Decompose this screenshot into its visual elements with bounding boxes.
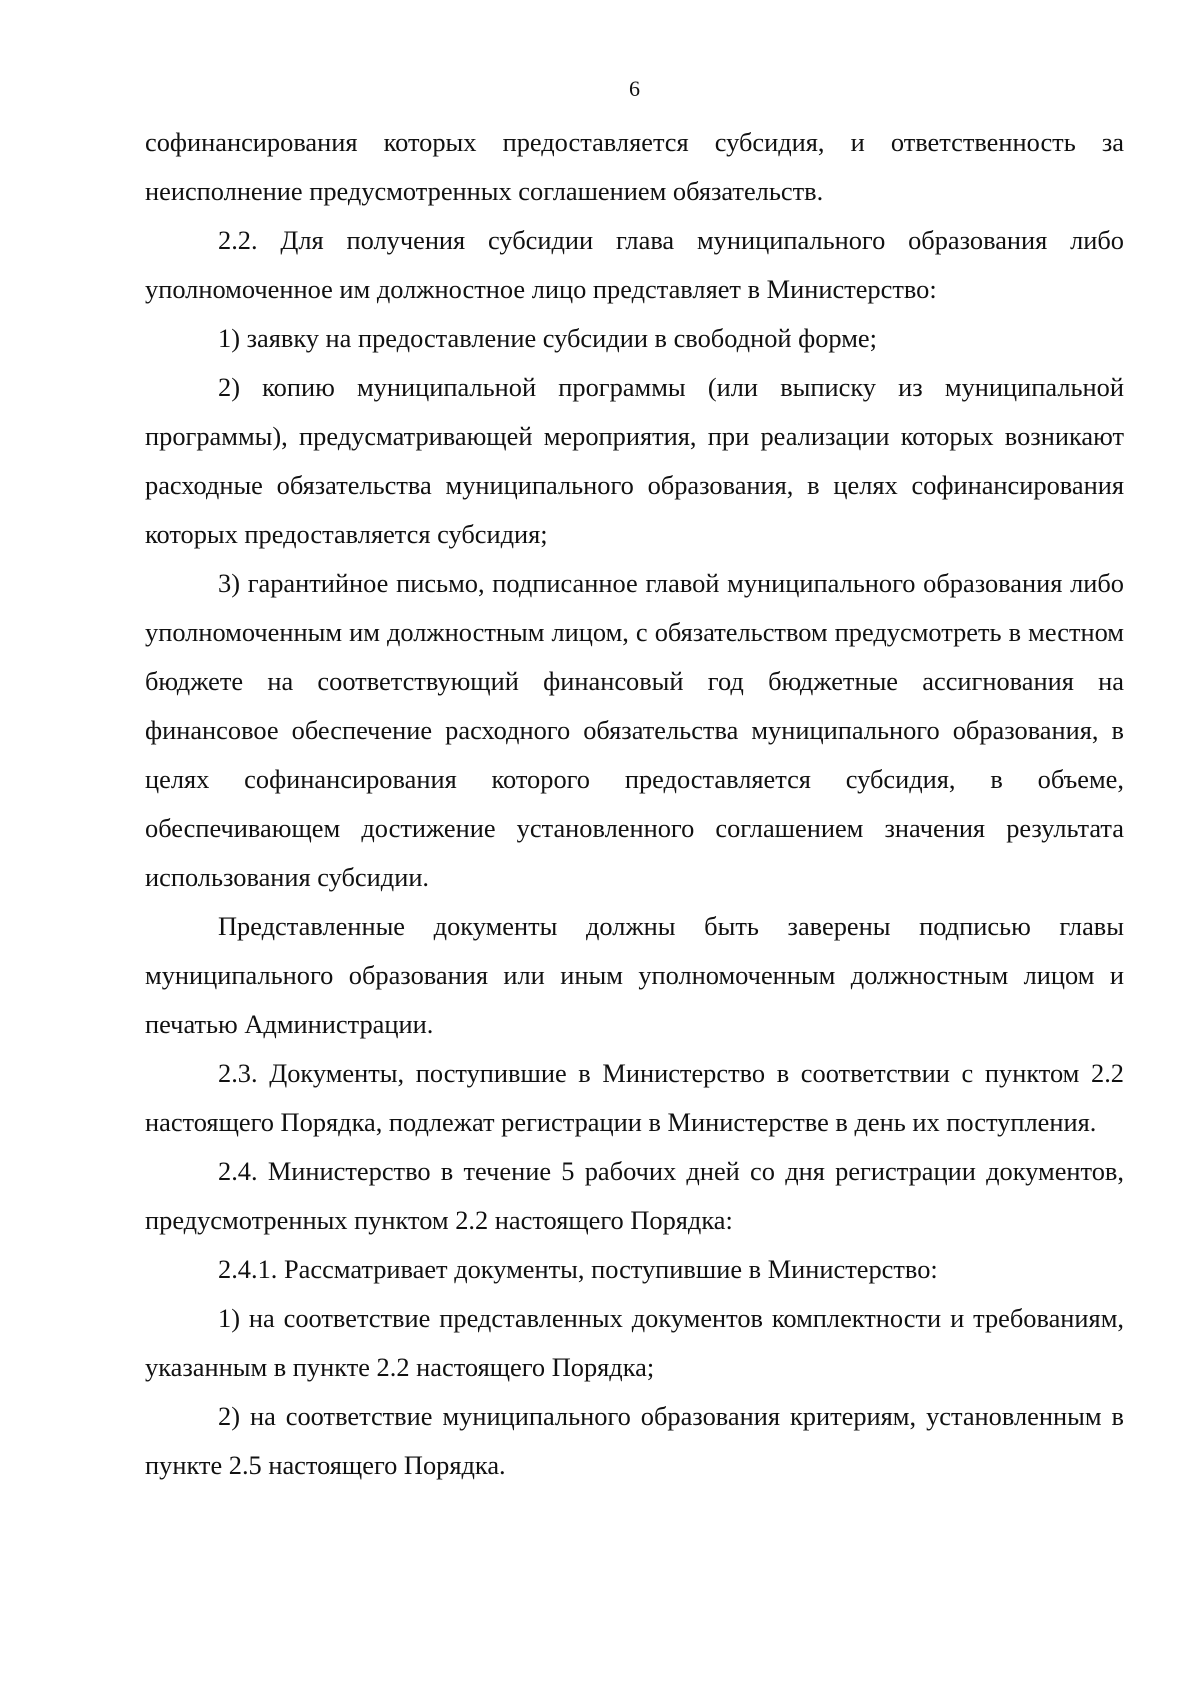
list-item-application: 1) заявку на предоставление субсидии в свободной форме; [218, 323, 877, 353]
paragraph-2-3: 2.3. Документы, поступившие в Министерство в соответствии с пунктом 2.2 настоящего Порядка, подлежат регистрации в Министерстве в день их поступления. [145, 1058, 1124, 1137]
list-item-criteria-check: 2) на соответствие муниципального образования критериям, установленным в пункте 2.5 настоящего Порядка. [145, 1401, 1124, 1480]
list-item-completeness-check: 1) на соответствие представленных документов комплектности и требованиям, указанным в пункте 2.2 настоящего Порядка; [145, 1303, 1124, 1382]
document-page [145, 0, 1124, 1697]
paragraph-2-4-1: 2.4.1. Рассматривает документы, поступившие в Министерство: [218, 1254, 938, 1284]
list-item-program-copy: 2) копию муниципальной программы (или выписку из муниципальной программы), предусматривающей мероприятия, при реализации которых возникают расходные обязательства муниципального образования, в целях софинансирования которых предоставляется субсидия; [145, 372, 1124, 549]
paragraph-certification: Представленные документы должны быть заверены подписью главы муниципального образования или иным уполномоченным должностным лицом и печатью Администрации. [145, 911, 1124, 1039]
paragraph-continuation: софинансирования которых предоставляется субсидия, и ответственность за неисполнение предусмотренных соглашением обязательств. [145, 127, 1124, 206]
paragraph-2-4: 2.4. Министерство в течение 5 рабочих дней со дня регистрации документов, предусмотренных пунктом 2.2 настоящего Порядка: [145, 1156, 1124, 1235]
document-body [145, 118, 1124, 1490]
page-number: 6 [629, 76, 640, 101]
paragraph-2-2: 2.2. Для получения субсидии глава муниципального образования либо уполномоченное им должностное лицо представляет в Министерство: [145, 225, 1124, 304]
list-item-guarantee-letter: 3) гарантийное письмо, подписанное главой муниципального образования либо уполномоченным им должностным лицом, с обязательством предусмотреть в местном бюджете на соответствующий финансовый год бюджетные ассигнования на финансовое обеспечение расходного обязательства муниципального образования, в целях софинансирования которого предоставляется субсидия, в объеме, обеспечивающем достижение установленного соглашением значения результата использования субсидии. [145, 568, 1124, 892]
